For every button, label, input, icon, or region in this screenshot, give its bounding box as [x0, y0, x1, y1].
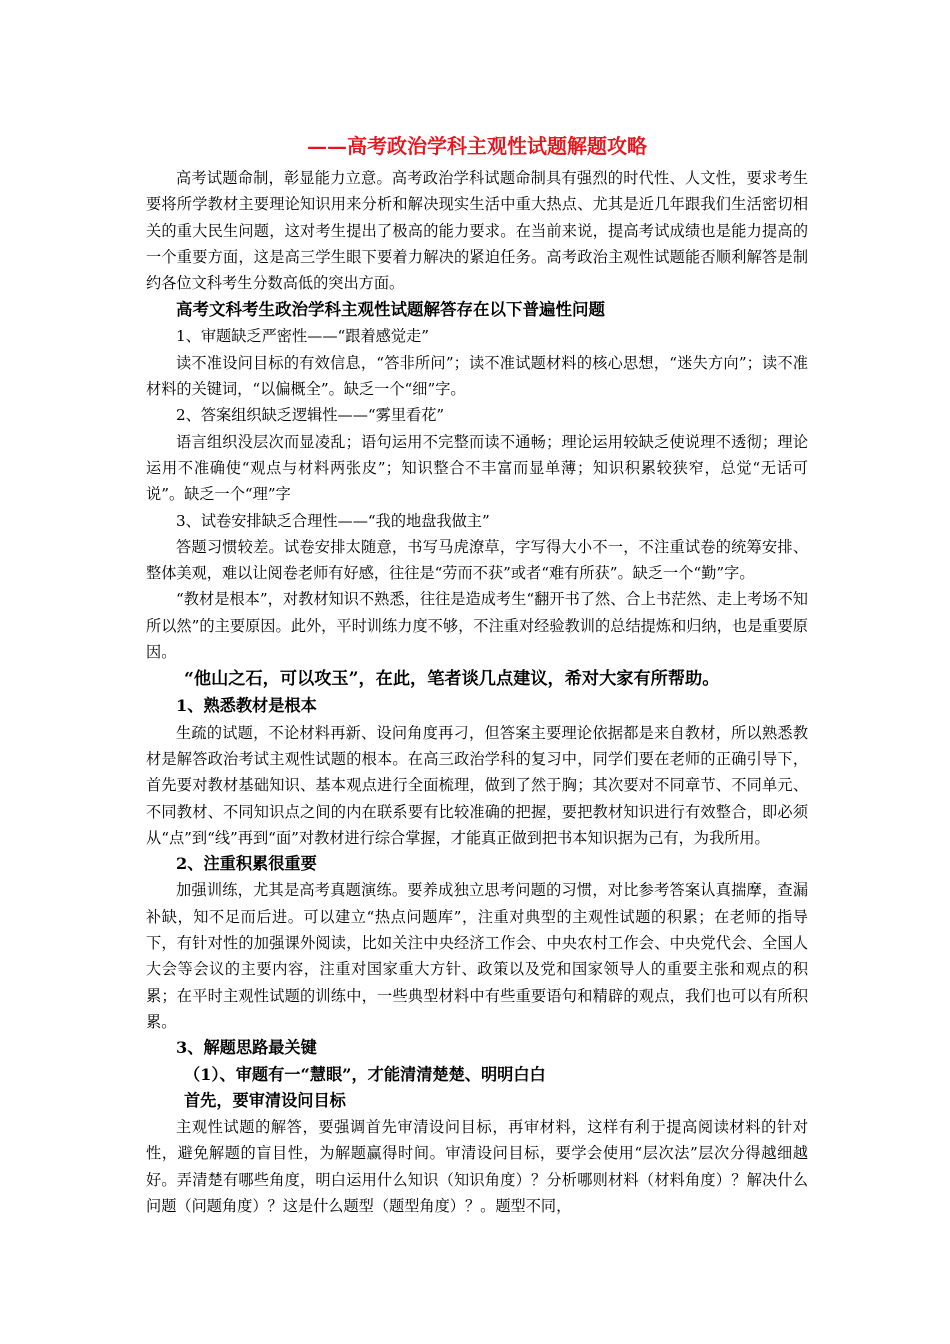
advice-heading: “他山之石，可以攻玉”，在此，笔者谈几点建议，希对大家有所帮助。	[184, 669, 720, 690]
first-title: 首先，要审清设问目标	[184, 1090, 346, 1110]
problems-heading: 高考文科考生政治学科主观性试题解答存在以下普遍性问题	[176, 300, 605, 320]
advice3-title: 3、解题思路最关键	[176, 1038, 317, 1058]
problem1-title: 1、审题缺乏严密性——“跟着感觉走”	[176, 327, 430, 346]
intro-paragraph: 高考试题命制，彰显能力立意。高考政治学科试题命制具有强烈的时代性、人文性，要求考生要将所学教材主要理论知识用来分析和解决现实生活中重大热点、尤其是近几年跟我们生活密切相关的重大民生问题，这对考生提出了极高的能力要求。在当前来说，提高考试成绩也是能力提高的一个重要方面，这是高三学生眼下要着力解决的紧迫任务。高考政治主观性试题能否顺利解答是制约各位文科考生分数高低的突出方面。	[146, 169, 808, 293]
advice2-title: 2、注重积累很重要	[176, 854, 317, 874]
advice2-body: 加强训练，尤其是高考真题演练。要养成独立思考问题的习惯，对比参考答案认真揣摩，查漏补缺，知不足而后进。可以建立“热点问题库”，注重对典型的主观性试题的积累；在老师的指导下，有针对性的加强课外阅读，比如关注中央经济工作会、中央农村工作会、中央党代会、全国人大会等会议的主要内容，注重对国家重大方针、政策以及党和国家领导人的重要主张和观点的积累；在平时主观性试题的训练中，一些典型材料中有些重要语句和精辟的观点，我们也可以有所积累。	[146, 881, 808, 1031]
problem2-title: 2、答案组织缺乏逻辑性——“雾里看花”	[176, 406, 445, 425]
advice1-body: 生疏的试题，不论材料再新、设问角度再刁，但答案主要理论依据都是来自教材，所以熟悉教材是解答政治考试主观性试题的根本。在高三政治学科的复习中，同学们要在老师的正确引导下，首先要对教材基础知识、基本观点进行全面梳理，做到了然于胸；其次要对不同章节、不同单元、不同教材、不同知识点之间的内在联系要有比较准确的把握，要把教材知识进行有效整合，即必须从“点”到“线”再到“面”对教材进行综合掌握，才能真正做到把书本知识据为己有，为我所用。	[146, 723, 808, 847]
problem1-body: 读不准设问目标的有效信息，“答非所问”；读不准试题材料的核心思想，“迷失方向”；读不准材料的关键词，“以偏概全”。缺乏一个“细”字。	[146, 353, 808, 399]
textbook-paragraph: “教材是根本”，对教材知识不熟悉，往往是造成考生“翻开书了然、合上书茫然、走上考场不知所以然”的主要原因。此外，平时训练力度不够，不注重对经验教训的总结提炼和归纳，也是重要原因。	[146, 590, 808, 662]
advice1-title: 1、熟悉教材是根本	[176, 696, 317, 716]
sub1-title: （1）、审题有一“慧眼”，才能清清楚楚、明明白白	[184, 1064, 546, 1084]
final-paragraph: 主观性试题的解答，要强调首先审清设问目标，再审材料，这样有利于提高阅读材料的针对性，避免解题的盲目性，为解题赢得时间。审清设问目标，要学会使用“层次法”层次分得越细越好。弄清楚有哪些角度，明白运用什么知识（知识角度）？分析哪则材料（材料角度）？解决什么问题（问题角度）？这是什么题型（题型角度）？。题型不同，	[146, 1118, 808, 1215]
problem3-body: 答题习惯较差。试卷安排太随意，书写马虎潦草，字写得大小不一，不注重试卷的统筹安排、整体美观，难以让阅卷老师有好感，往往是“劳而不获”或者“难有所获”。缺乏一个“勤”字。	[146, 537, 808, 583]
problem3-title: 3、试卷安排缺乏合理性——“我的地盘我做主”	[176, 511, 490, 530]
document-page	[146, 132, 808, 1219]
problem2-body: 语言组织没层次而显凌乱；语句运用不完整而读不通畅；理论运用较缺乏使说理不透彻；理论运用不准确使“观点与材料两张皮”；知识整合不丰富而显单薄；知识积累较狭窄，总觉“无话可说”。缺乏一个“理”字	[146, 432, 808, 504]
document-title: ——高考政治学科主观性试题解题攻略	[307, 134, 647, 158]
